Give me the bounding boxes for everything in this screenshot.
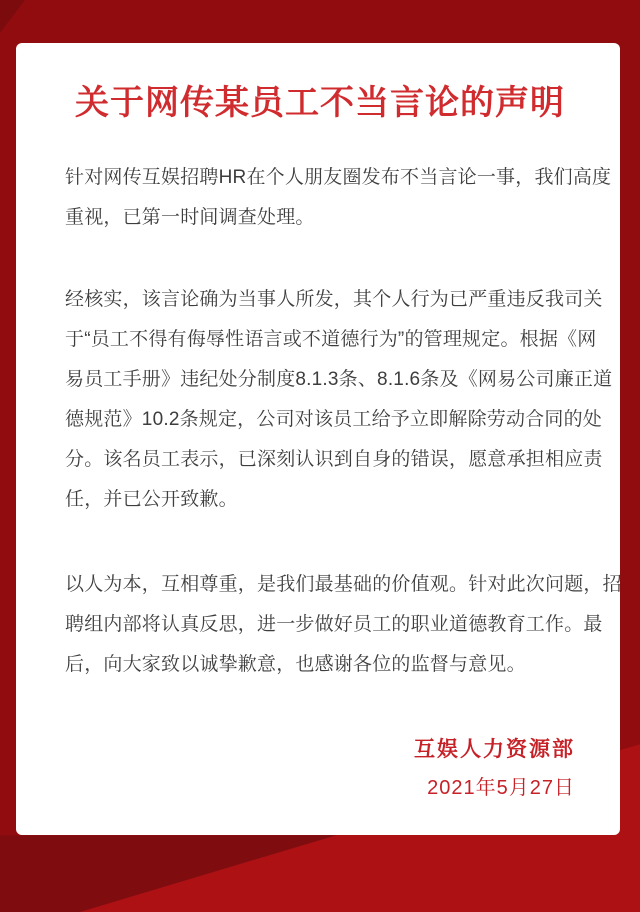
statement-signoff [65, 730, 575, 806]
statement-signature: 互娱人力资源部 [414, 738, 575, 761]
statement-line: 经核实，该言论确为当事人所发，其个人行为已严重违反我司关 [65, 289, 603, 310]
statement-paragraph-2 [65, 280, 613, 520]
statement-line: 后，向大家致以诚挚歉意，也感谢各位的监督与意见。 [65, 654, 526, 675]
statement-line: 以人为本，互相尊重，是我们最基础的价值观。针对此次问题，招 [65, 574, 622, 595]
statement-line: 任，并已公开致歉。 [65, 489, 238, 510]
statement-paragraph-3 [65, 565, 622, 685]
statement-line: 聘组内部将认真反思，进一步做好员工的职业道德教育工作。最 [65, 614, 603, 635]
statement-line: 于“员工不得有侮辱性语言或不道德行为”的管理规定。根据《网 [65, 329, 597, 350]
statement-date: 2021年5月27日 [427, 777, 575, 799]
statement-paragraph-1 [65, 158, 612, 238]
statement-line: 分。该名员工表示，已深刻认识到自身的错误，愿意承担相应责 [65, 449, 603, 470]
statement-line: 德规范》10.2条规定，公司对该员工给予立即解除劳动合同的处 [65, 409, 602, 430]
statement-line: 重视，已第一时间调查处理。 [65, 207, 315, 228]
statement-card [16, 43, 620, 835]
statement-title: 关于网传某员工不当言论的声明 [75, 85, 565, 122]
statement-line: 针对网传互娱招聘HR在个人朋友圈发布不当言论一事，我们高度 [65, 167, 612, 188]
statement-line: 易员工手册》违纪处分制度8.1.3条、8.1.6条及《网易公司廉正道 [65, 369, 613, 390]
